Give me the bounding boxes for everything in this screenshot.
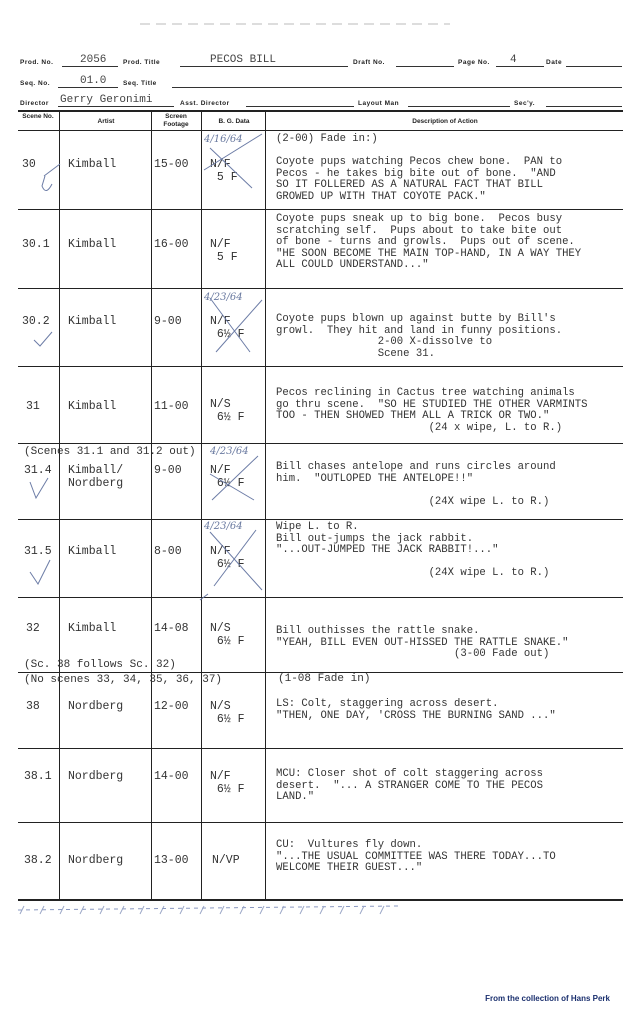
footage: 14-08 [154,622,189,635]
bg-data: N/S 6½ F [210,700,245,726]
description: Pecos reclining in Cactus tree watching animals go thru scene. "SO HE STUDIED THE OTHER VARMINTS TOO - THEN SHOWED THEM ALL A TRICK OR TWO." (24 x wipe, L. to R.) [276,387,588,434]
scene-no: 31.4 [24,464,52,477]
bg-data: N/F 5 F [210,158,238,184]
footage: 11-00 [154,400,189,413]
bg-data: N/F 6½ F [210,315,245,341]
check-mark-icon [30,478,48,498]
date-stamp: 4/16/64 [204,134,243,145]
scene-no: 38.1 [24,770,52,783]
scene-no: 31.5 [24,545,52,558]
page-no-label: Page No. [458,59,490,66]
footage: 14-00 [154,770,189,783]
bg-data: N/F 5 F [210,238,238,264]
description: Bill chases antelope and runs circles around him. "OUTLOPED THE ANTELOPE!!" (24X wipe L. to R.) [276,461,556,508]
secy-label: Sec'y. [514,100,536,107]
check-mark-icon [34,332,52,346]
description: Coyote pups sneak up to big bone. Pecos busy scratching self. Pups about to take bite out of bone - turns and growls. Pups out of scene. "HE SOON BECOME THE MAIN TOP-HAND, IN A WAY THEY ALL COULD UNDERSTAND..." [276,213,582,272]
col-header-scene: Scene No. [22,113,54,120]
description: Wipe L. to R. Bill out-jumps the jack rabbit. "...OUT-JUMPED THE JACK RABBIT!..." (24X wipe L. to R.) [276,521,550,580]
date-stamp: 4/23/64 [210,446,249,457]
check-mark-icon [42,164,60,191]
artist: Kimball [68,315,117,328]
fade-in-note: (1-08 Fade in) [278,673,371,685]
artist: Kimball [68,400,117,413]
no-scenes-note: (No scenes 33, 34, 35, 36, 37) [24,674,223,686]
description: CU: Vultures fly down. "...THE USUAL COMMITTEE WAS THERE TODAY...TO WELCOME THEIR GUEST..." [276,839,556,875]
scene-no: 31 [26,400,40,413]
footage: 12-00 [154,700,189,713]
col-header-artist: Artist [97,118,115,125]
bg-data: N/S 6½ F [210,622,245,648]
cross-out-mark [210,456,258,500]
bg-data: N/S 6½ F [210,398,245,424]
director-label: Director [20,100,49,107]
date-stamp: 4/23/64 [204,521,243,532]
cross-out-mark [210,530,262,590]
cross-out-mark [210,298,262,352]
check-mark-icon [30,560,50,584]
col-header-bg-data: B. G. Data [218,118,250,125]
seq-no-label: Seq. No. [20,80,51,87]
footage: 8-00 [154,545,182,558]
col-header-description: Description of Action [412,118,478,125]
footage: 9-00 [154,315,182,328]
footage: 15-00 [154,158,189,171]
description: MCU: Closer shot of colt staggering across desert. "... A STRANGER COME TO THE PECOS LAND." [276,768,544,804]
prod-no-label: Prod. No. [20,59,54,66]
description: (2-00) Fade in:) Coyote pups watching Pecos chew bone. PAN to Pecos - he takes big bite out of bone. "AND SO IT FOLLERED AS A NATURAL FACT THAT BILL GROWED UP WITH THAT COYOTE PACK." [276,133,563,203]
cross-out-mark [204,134,262,170]
artist: Kimball [68,158,117,171]
footage: 9-00 [154,464,182,477]
bg-data: N/F 6½ F [210,770,245,796]
artist: Kimball [68,238,117,251]
artist: Kimball [68,545,117,558]
director-value: Gerry Geronimi [60,94,153,106]
scene-no: 30.1 [22,238,50,251]
description: LS: Colt, staggering across desert. "THEN, ONE DAY, 'CROSS THE BURNING SAND ..." [276,698,556,722]
prod-title-label: Prod. Title [123,59,161,66]
draft-no-label: Draft No. [353,59,385,66]
scene-no: 38.2 [24,854,52,867]
date-label: Date [546,59,563,66]
description: Bill outhisses the rattle snake. "YEAH, BILL EVEN OUT-HISSED THE RATTLE SNAKE." (3-00 Fade out) [276,625,569,661]
scenes-out-note: (Scenes 31.1 and 31.2 out) [24,446,196,458]
collection-credit: From the collection of Hans Perk [485,994,610,1003]
artist: Nordberg [68,700,124,713]
seq-title-label: Seq. Title [123,80,157,87]
sc-follows-note: (Sc. 38 follows Sc. 32) [24,659,176,671]
seq-no-value: 01.0 [80,75,107,87]
footage: 16-00 [154,238,189,251]
footage: 13-00 [154,854,189,867]
prod-no-value: 2056 [80,54,107,66]
description: Coyote pups blown up against butte by Bill's growl. They hit and land in funny positions. 2-00 X-dissolve to Scene 31. [276,313,563,360]
artist: Nordberg [68,770,124,783]
prod-title-value: PECOS BILL [210,54,277,66]
layout-man-label: Layout Man [358,100,400,107]
artist: Nordberg [68,854,124,867]
scene-no: 30 [22,158,36,171]
bg-data: N/F 6½ F [210,545,245,571]
col-header-footage: Screen Footage [163,113,189,128]
artist: Kimball/ Nordberg [68,464,124,490]
artist: Kimball [68,622,117,635]
scene-no: 30.2 [22,315,50,328]
date-stamp: 4/23/64 [204,292,243,303]
bg-data: N/VP [212,854,240,867]
scene-no: 38 [26,700,40,713]
scene-no: 32 [26,622,40,635]
page-no-value: 4 [510,54,517,66]
bg-data: N/F 6½ F [210,464,245,490]
asst-director-label: Asst. Director [180,100,230,107]
